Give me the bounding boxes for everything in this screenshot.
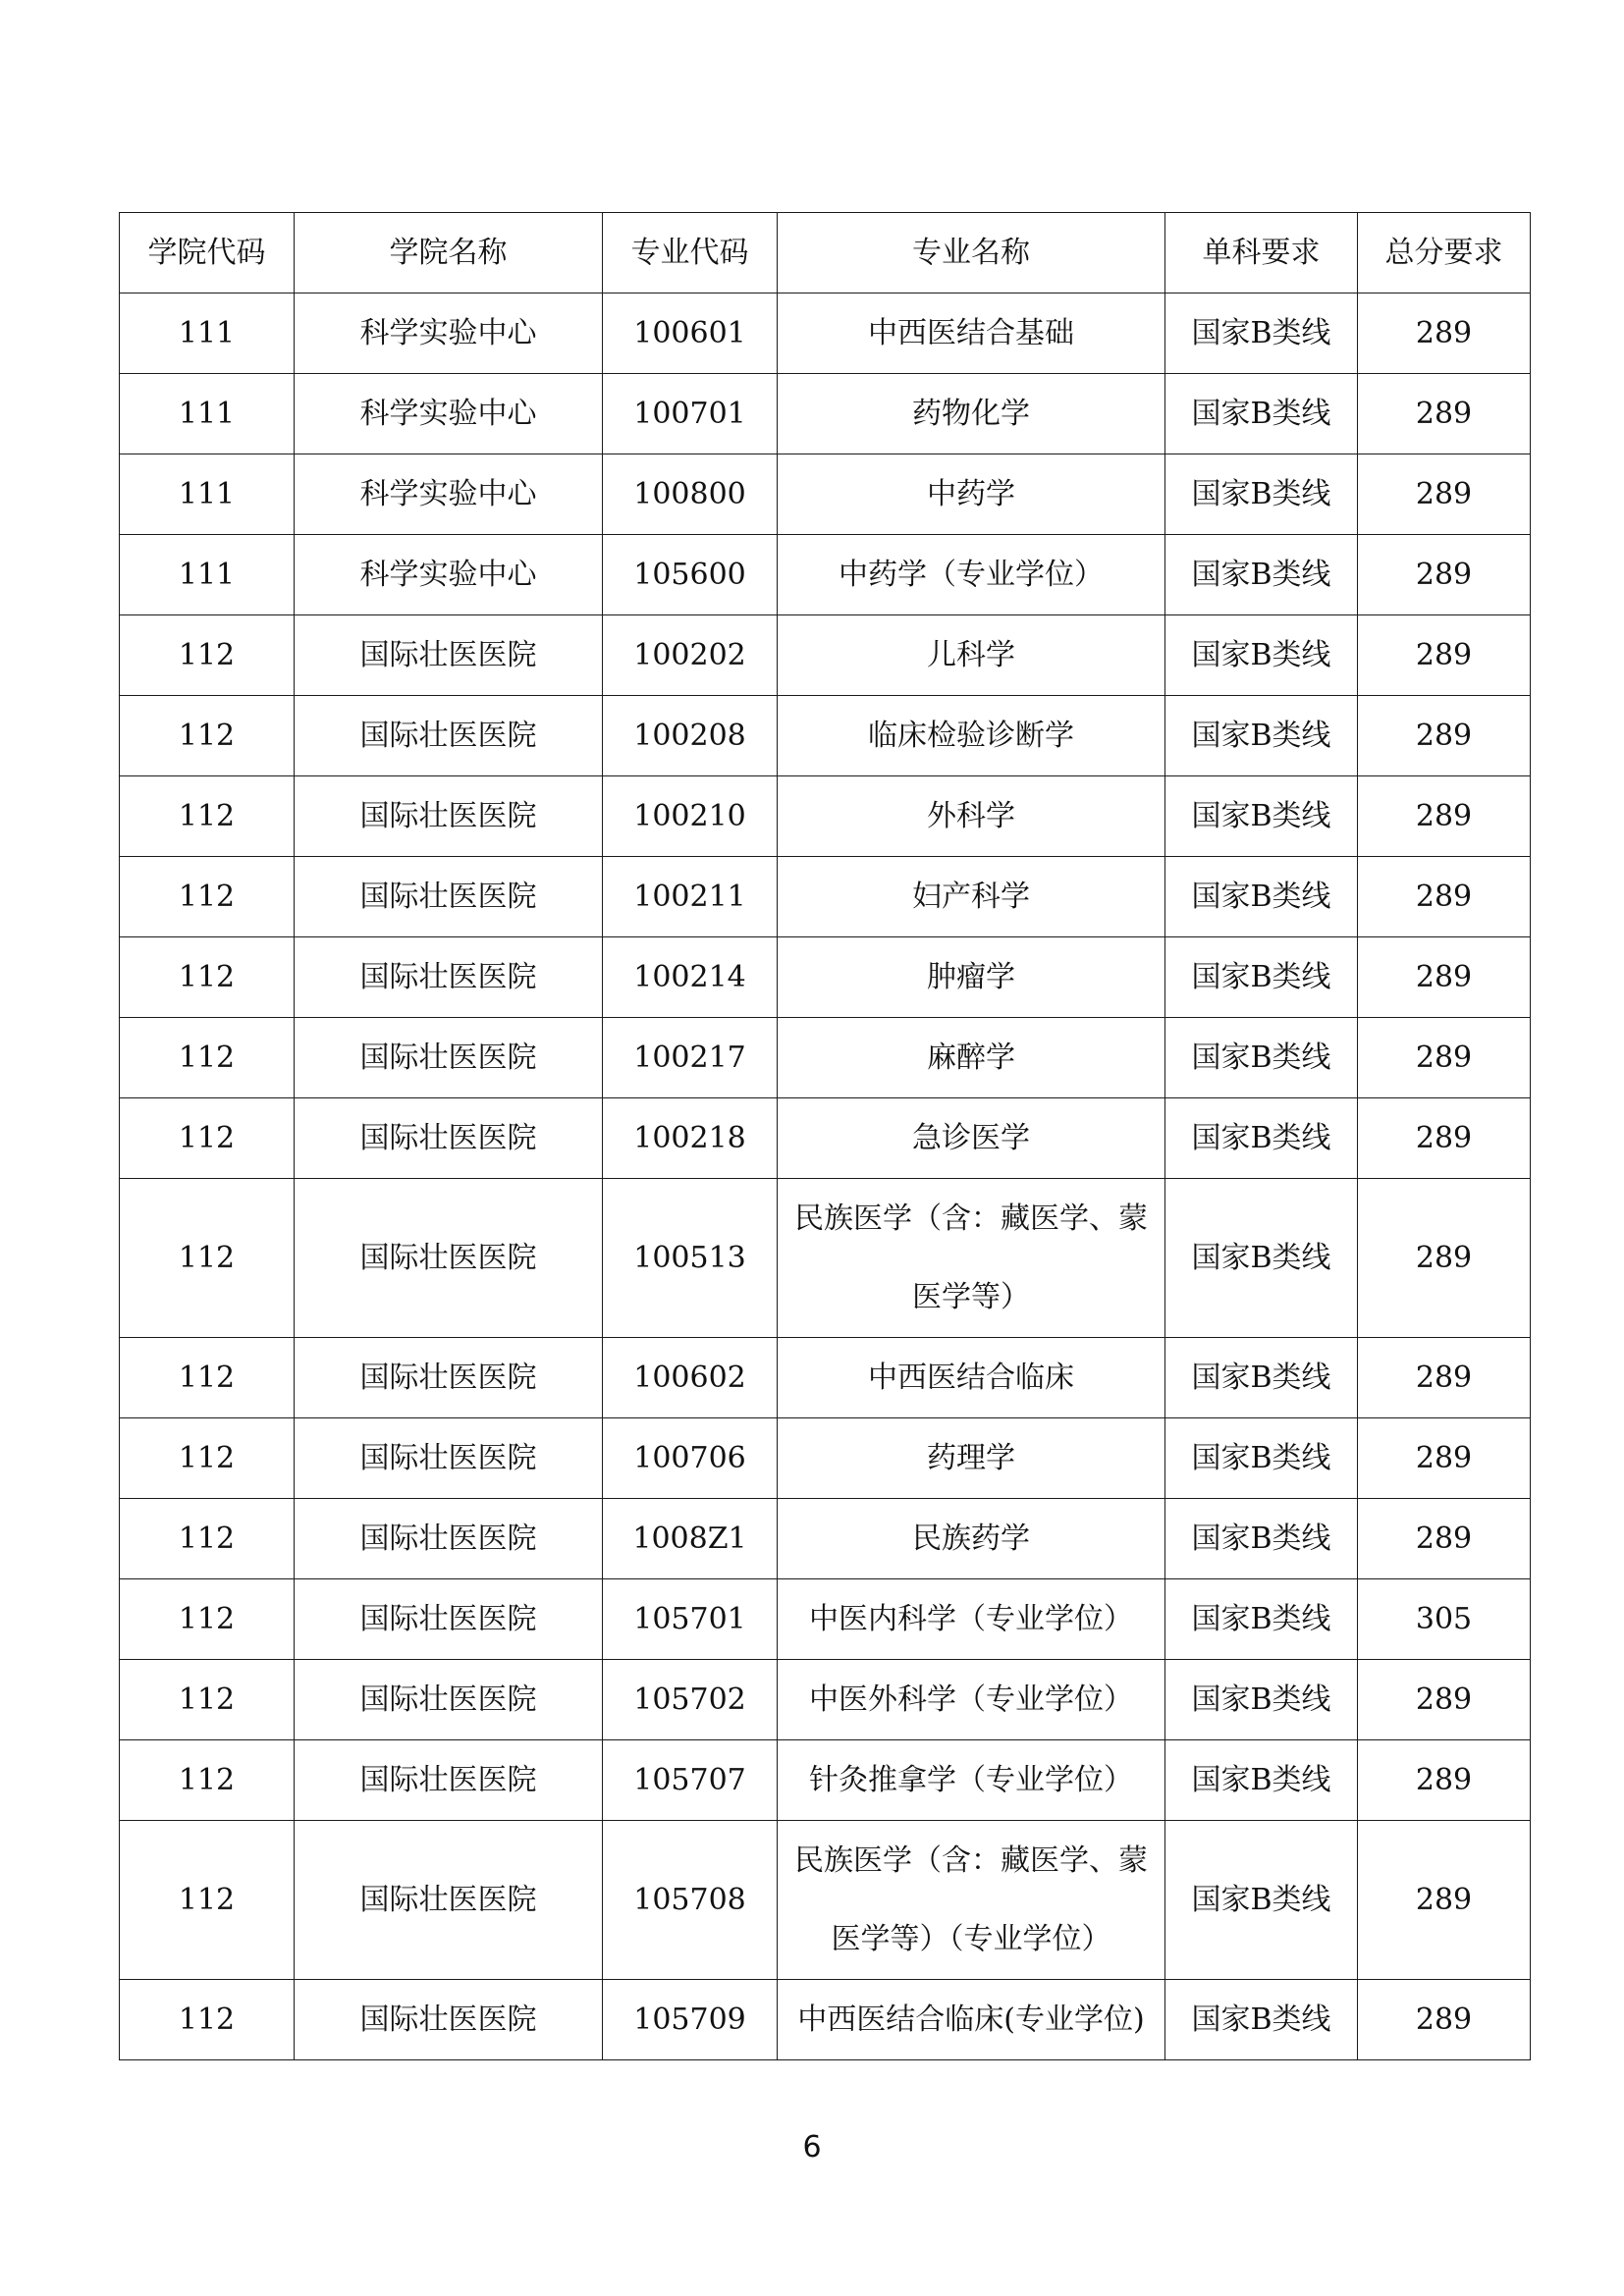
major-name-cell: 麻醉学 (778, 1018, 1165, 1098)
major-code-cell: 105708 (603, 1821, 778, 1980)
table-row (120, 1821, 1531, 1980)
major-name-cell: 民族医学（含：藏医学、蒙医学等） (778, 1179, 1165, 1338)
college-code-cell: 112 (120, 1980, 295, 2060)
major-name-cell: 针灸推拿学（专业学位） (778, 1740, 1165, 1821)
header-college-code: 学院代码 (120, 213, 295, 294)
single-subject-cell: 国家B类线 (1165, 1821, 1358, 1980)
total-score-cell: 289 (1358, 857, 1531, 937)
major-name-cell: 肿瘤学 (778, 937, 1165, 1018)
header-major-code: 专业代码 (603, 213, 778, 294)
total-score-cell: 289 (1358, 1660, 1531, 1740)
total-score-cell: 289 (1358, 294, 1531, 374)
table-header-row (120, 213, 1531, 294)
major-code-cell: 100701 (603, 374, 778, 454)
single-subject-cell: 国家B类线 (1165, 374, 1358, 454)
major-code-cell: 105702 (603, 1660, 778, 1740)
total-score-cell: 289 (1358, 454, 1531, 535)
total-score-cell: 289 (1358, 696, 1531, 776)
major-name-cell: 中医外科学（专业学位） (778, 1660, 1165, 1740)
single-subject-cell: 国家B类线 (1165, 294, 1358, 374)
major-code-cell: 1008Z1 (603, 1499, 778, 1579)
single-subject-cell: 国家B类线 (1165, 1660, 1358, 1740)
page-number: 6 (802, 2130, 822, 2164)
total-score-cell: 289 (1358, 1018, 1531, 1098)
total-score-cell: 289 (1358, 374, 1531, 454)
single-subject-cell: 国家B类线 (1165, 535, 1358, 615)
college-code-cell: 112 (120, 1418, 295, 1499)
major-code-cell: 105707 (603, 1740, 778, 1821)
total-score-cell: 289 (1358, 1980, 1531, 2060)
college-name-cell: 国际壮医医院 (295, 1821, 603, 1980)
major-code-cell: 100217 (603, 1018, 778, 1098)
college-name-cell: 国际壮医医院 (295, 696, 603, 776)
college-code-cell: 112 (120, 776, 295, 857)
college-code-cell: 112 (120, 1018, 295, 1098)
college-code-cell: 112 (120, 937, 295, 1018)
table-row (120, 776, 1531, 857)
total-score-cell: 289 (1358, 1338, 1531, 1418)
total-score-cell: 289 (1358, 1499, 1531, 1579)
college-code-cell: 112 (120, 1821, 295, 1980)
single-subject-cell: 国家B类线 (1165, 1098, 1358, 1179)
single-subject-cell: 国家B类线 (1165, 1980, 1358, 2060)
single-subject-cell: 国家B类线 (1165, 1499, 1358, 1579)
major-name-cell: 中西医结合基础 (778, 294, 1165, 374)
college-code-cell: 112 (120, 615, 295, 696)
college-code-cell: 111 (120, 374, 295, 454)
college-code-cell: 112 (120, 1179, 295, 1338)
college-code-cell: 112 (120, 1098, 295, 1179)
major-name-cell: 临床检验诊断学 (778, 696, 1165, 776)
total-score-cell: 289 (1358, 1179, 1531, 1338)
college-name-cell: 国际壮医医院 (295, 937, 603, 1018)
total-score-cell: 289 (1358, 937, 1531, 1018)
major-code-cell: 100211 (603, 857, 778, 937)
table-row (120, 1018, 1531, 1098)
table-row (120, 1579, 1531, 1660)
college-code-cell: 112 (120, 696, 295, 776)
table-row (120, 857, 1531, 937)
table-row (120, 1499, 1531, 1579)
major-name-cell: 急诊医学 (778, 1098, 1165, 1179)
major-code-cell: 100706 (603, 1418, 778, 1499)
college-name-cell: 国际壮医医院 (295, 1338, 603, 1418)
college-code-cell: 111 (120, 294, 295, 374)
table-row (120, 1980, 1531, 2060)
college-code-cell: 112 (120, 1660, 295, 1740)
table-body (120, 294, 1531, 2060)
single-subject-cell: 国家B类线 (1165, 454, 1358, 535)
major-name-cell: 药物化学 (778, 374, 1165, 454)
table-row (120, 615, 1531, 696)
table-row (120, 1418, 1531, 1499)
college-code-cell: 112 (120, 1338, 295, 1418)
single-subject-cell: 国家B类线 (1165, 1179, 1358, 1338)
college-name-cell: 国际壮医医院 (295, 1418, 603, 1499)
total-score-cell: 289 (1358, 1740, 1531, 1821)
total-score-cell: 289 (1358, 1098, 1531, 1179)
table-row (120, 1098, 1531, 1179)
table-row (120, 294, 1531, 374)
major-name-cell: 外科学 (778, 776, 1165, 857)
header-college-name: 学院名称 (295, 213, 603, 294)
major-name-cell: 妇产科学 (778, 857, 1165, 937)
total-score-cell: 289 (1358, 776, 1531, 857)
college-name-cell: 科学实验中心 (295, 535, 603, 615)
total-score-cell: 289 (1358, 1821, 1531, 1980)
table-row (120, 1660, 1531, 1740)
major-code-cell: 100513 (603, 1179, 778, 1338)
header-total-score-requirement: 总分要求 (1358, 213, 1531, 294)
table-row (120, 1338, 1531, 1418)
major-name-cell: 中医内科学（专业学位） (778, 1579, 1165, 1660)
header-major-name: 专业名称 (778, 213, 1165, 294)
single-subject-cell: 国家B类线 (1165, 1338, 1358, 1418)
college-name-cell: 国际壮医医院 (295, 857, 603, 937)
college-name-cell: 国际壮医医院 (295, 1179, 603, 1338)
admission-score-table (119, 212, 1531, 2060)
major-name-cell: 中药学（专业学位） (778, 535, 1165, 615)
major-code-cell: 105701 (603, 1579, 778, 1660)
total-score-cell: 305 (1358, 1579, 1531, 1660)
single-subject-cell: 国家B类线 (1165, 615, 1358, 696)
table-row (120, 1740, 1531, 1821)
college-name-cell: 科学实验中心 (295, 374, 603, 454)
college-code-cell: 111 (120, 535, 295, 615)
major-name-cell: 儿科学 (778, 615, 1165, 696)
single-subject-cell: 国家B类线 (1165, 776, 1358, 857)
single-subject-cell: 国家B类线 (1165, 857, 1358, 937)
major-name-cell: 民族药学 (778, 1499, 1165, 1579)
college-code-cell: 112 (120, 857, 295, 937)
major-name-cell: 中西医结合临床 (778, 1338, 1165, 1418)
major-code-cell: 100210 (603, 776, 778, 857)
college-name-cell: 国际壮医医院 (295, 1499, 603, 1579)
single-subject-cell: 国家B类线 (1165, 1018, 1358, 1098)
college-code-cell: 111 (120, 454, 295, 535)
single-subject-cell: 国家B类线 (1165, 1579, 1358, 1660)
college-name-cell: 国际壮医医院 (295, 1098, 603, 1179)
major-code-cell: 100601 (603, 294, 778, 374)
major-name-cell: 药理学 (778, 1418, 1165, 1499)
college-name-cell: 国际壮医医院 (295, 1660, 603, 1740)
major-code-cell: 100800 (603, 454, 778, 535)
college-name-cell: 国际壮医医院 (295, 1740, 603, 1821)
college-name-cell: 科学实验中心 (295, 454, 603, 535)
college-name-cell: 国际壮医医院 (295, 1980, 603, 2060)
college-code-cell: 112 (120, 1579, 295, 1660)
table-row (120, 696, 1531, 776)
major-name-cell: 中药学 (778, 454, 1165, 535)
major-name-cell: 中西医结合临床(专业学位) (778, 1980, 1165, 2060)
table-row (120, 1179, 1531, 1338)
table-row (120, 535, 1531, 615)
total-score-cell: 289 (1358, 535, 1531, 615)
table-row (120, 937, 1531, 1018)
college-name-cell: 国际壮医医院 (295, 1579, 603, 1660)
college-code-cell: 112 (120, 1740, 295, 1821)
header-single-subject-requirement: 单科要求 (1165, 213, 1358, 294)
single-subject-cell: 国家B类线 (1165, 1418, 1358, 1499)
college-name-cell: 国际壮医医院 (295, 1018, 603, 1098)
major-code-cell: 100218 (603, 1098, 778, 1179)
college-name-cell: 科学实验中心 (295, 294, 603, 374)
college-code-cell: 112 (120, 1499, 295, 1579)
major-code-cell: 100208 (603, 696, 778, 776)
major-code-cell: 105600 (603, 535, 778, 615)
table-row (120, 374, 1531, 454)
total-score-cell: 289 (1358, 615, 1531, 696)
major-name-cell: 民族医学（含：藏医学、蒙医学等）（专业学位） (778, 1821, 1165, 1980)
single-subject-cell: 国家B类线 (1165, 937, 1358, 1018)
major-code-cell: 105709 (603, 1980, 778, 2060)
major-code-cell: 100202 (603, 615, 778, 696)
college-name-cell: 国际壮医医院 (295, 776, 603, 857)
major-code-cell: 100602 (603, 1338, 778, 1418)
single-subject-cell: 国家B类线 (1165, 1740, 1358, 1821)
college-name-cell: 国际壮医医院 (295, 615, 603, 696)
single-subject-cell: 国家B类线 (1165, 696, 1358, 776)
major-code-cell: 100214 (603, 937, 778, 1018)
total-score-cell: 289 (1358, 1418, 1531, 1499)
table-row (120, 454, 1531, 535)
